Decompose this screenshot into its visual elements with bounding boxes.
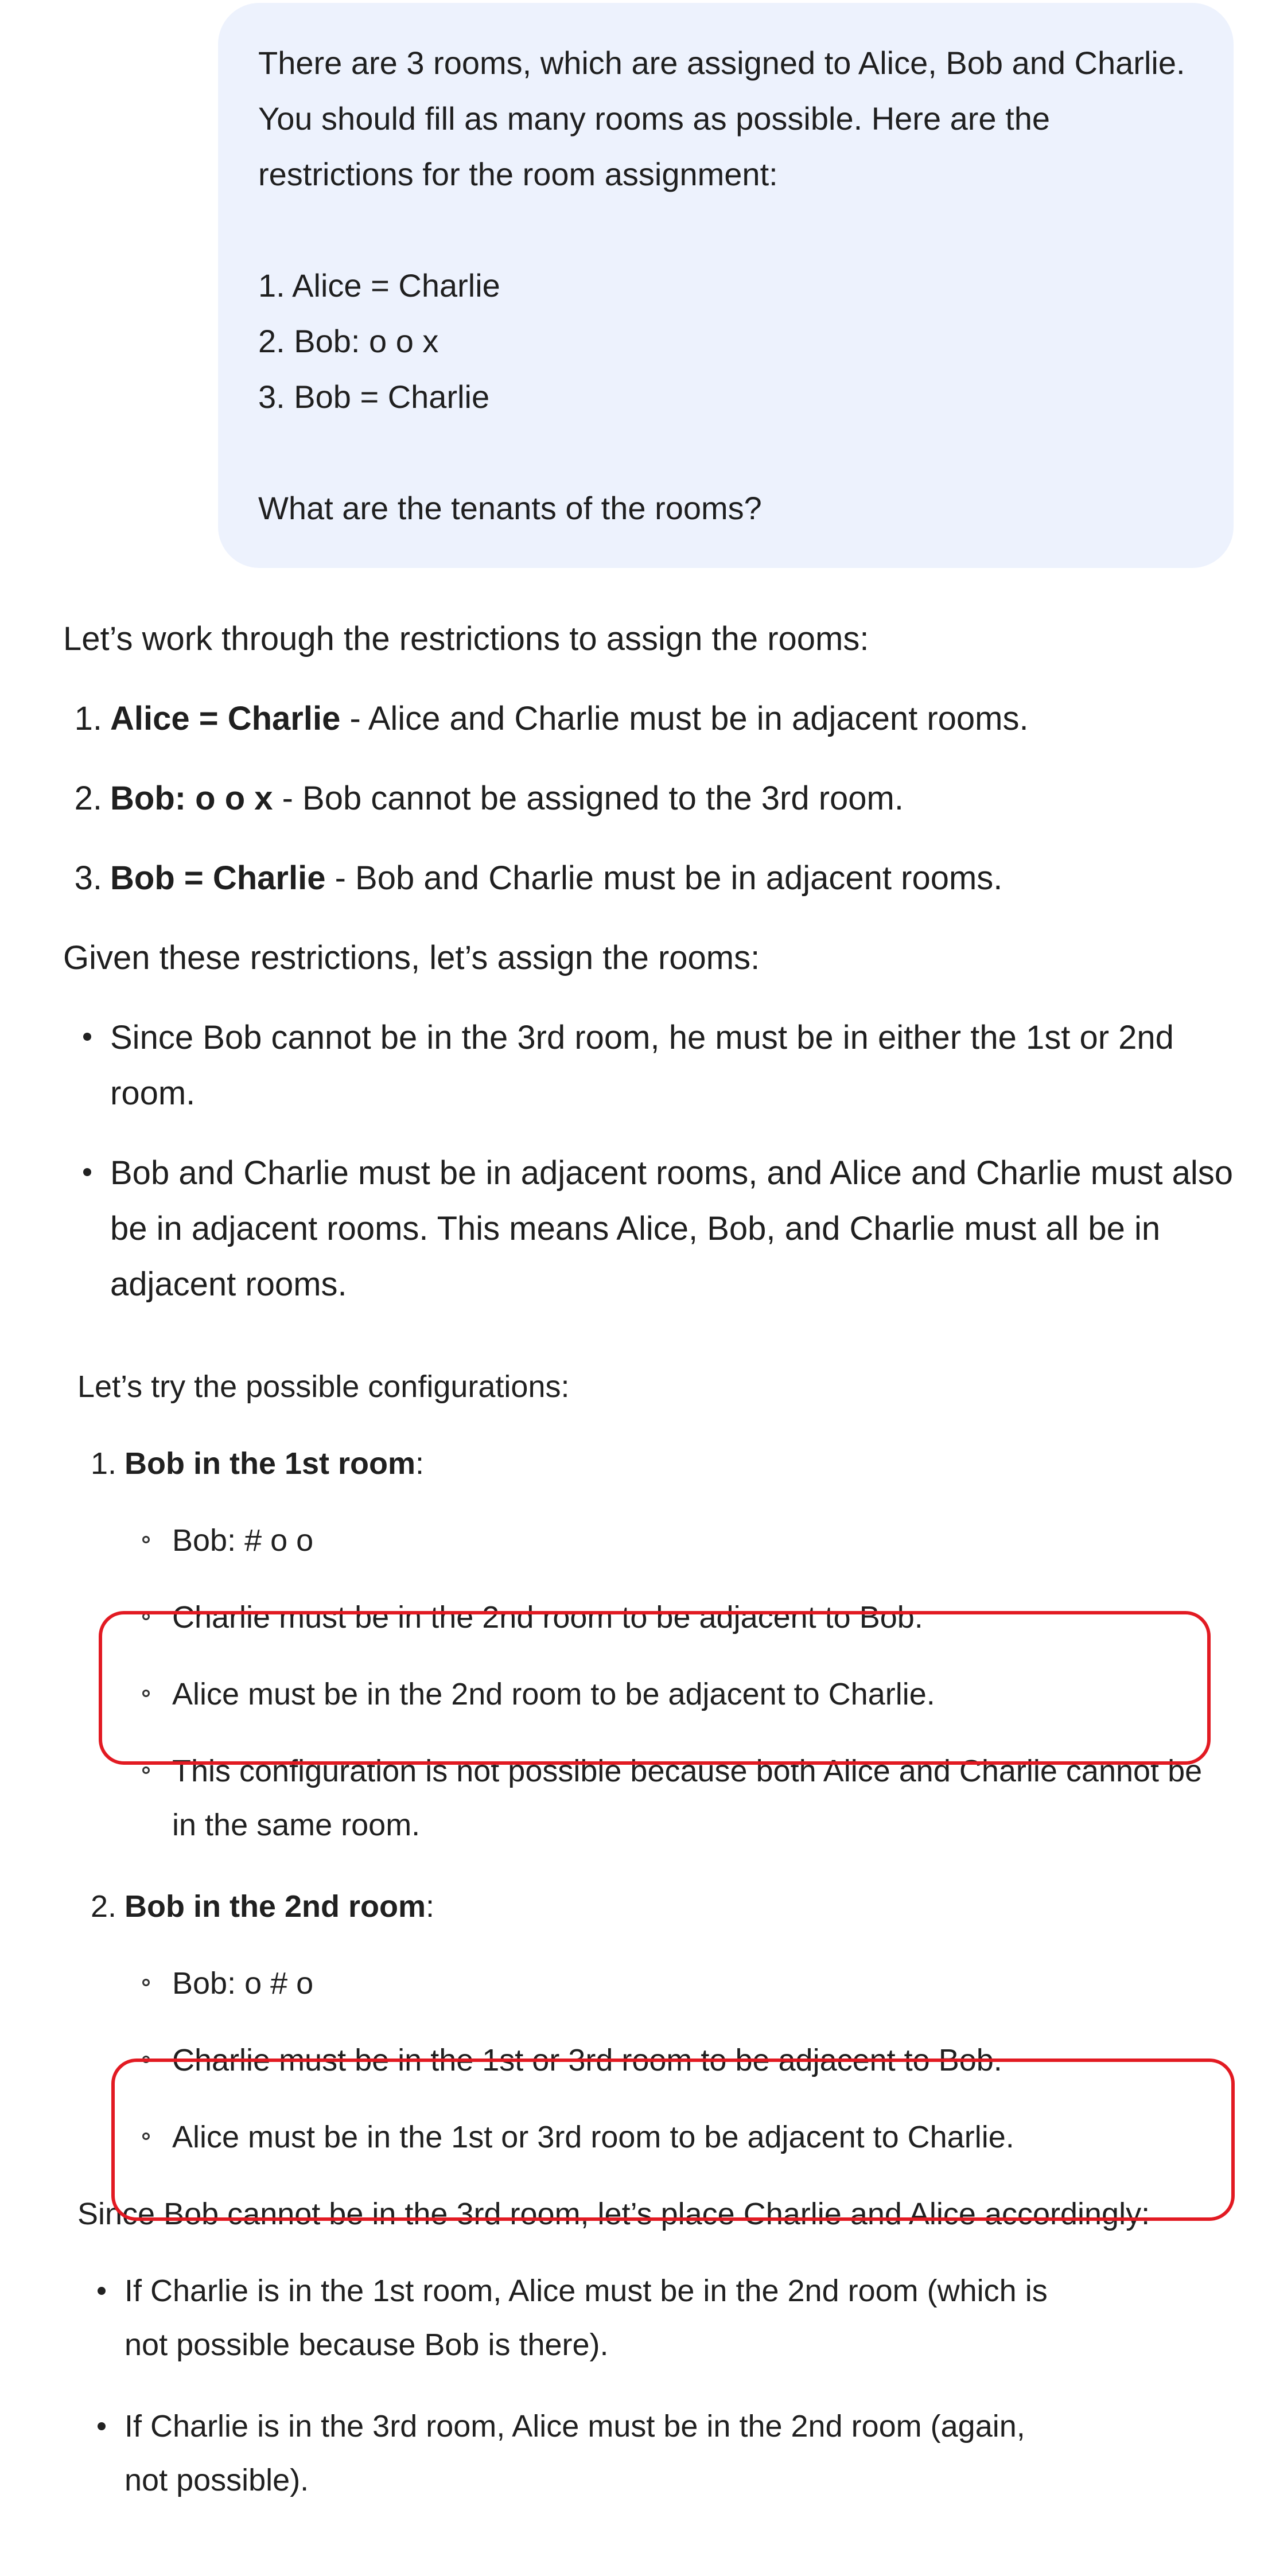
list-item: Alice must be in the 2nd room to be adjacent to Charlie.	[77, 1667, 1248, 1744]
prompt-rule: 1. Alice = Charlie	[258, 267, 500, 303]
restriction-text: - Bob cannot be assigned to the 3rd room.	[273, 780, 904, 817]
list-item: Charlie must be in the 2nd room to be adjacent to Bob.	[77, 1590, 1248, 1667]
list-number: 2.	[90, 1889, 116, 1924]
list-item: Since Bob cannot be in the 3rd room, he must be in either the 1st or 2nd room.	[63, 1010, 1234, 1121]
list-number: 3.	[74, 859, 102, 897]
restriction-bold: Bob = Charlie	[110, 859, 326, 897]
list-item: Bob: o # o	[77, 1956, 1248, 2033]
bullet-list	[63, 1010, 1234, 1312]
prompt-line: There are 3 rooms, which are assigned to Alice, Bob and Charlie.	[258, 45, 1185, 81]
configurations-section	[77, 1360, 1248, 2535]
answer-given: Given these restrictions, let’s assign the rooms:	[63, 939, 760, 976]
prompt-line: You should fill as many rooms as possible. Here are the	[258, 100, 1050, 137]
config-title: Bob in the 2nd room	[125, 1889, 426, 1924]
config-title: Bob in the 1st room	[125, 1446, 416, 1481]
restriction-bold: Alice = Charlie	[110, 700, 341, 737]
since-text: Since Bob cannot be in the 3rd room, let’s place Charlie and Alice accordingly:	[77, 2197, 1150, 2231]
prompt-rule: 2. Bob: o o x	[258, 323, 439, 359]
prompt-line: restrictions for the room assignment:	[258, 156, 778, 192]
restriction-text: - Alice and Charlie must be in adjacent rooms.	[340, 700, 1029, 737]
list-item: Bob: # o o	[77, 1513, 1248, 1590]
config-heading	[77, 1437, 1248, 1513]
restriction-text: - Bob and Charlie must be in adjacent rooms.	[325, 859, 1003, 897]
user-message-bubble	[218, 3, 1234, 568]
assistant-response	[63, 611, 1245, 1312]
list-item: This configuration is not possible because both Alice and Charlie cannot be in the same room.	[77, 1744, 1248, 1880]
list-number: 1.	[74, 700, 102, 737]
list-item: Alice must be in the 1st or 3rd room to be adjacent to Charlie.	[77, 2110, 1248, 2187]
restriction-bold: Bob: o o x	[110, 780, 273, 817]
prompt-rule: 3. Bob = Charlie	[258, 379, 490, 415]
list-number: 1.	[90, 1446, 116, 1481]
configs-intro-row	[77, 1360, 1248, 1437]
restrictions-list	[63, 691, 1245, 906]
restriction-item	[63, 771, 1245, 826]
restriction-item	[63, 691, 1245, 746]
restriction-item	[63, 850, 1245, 906]
list-item: If Charlie is in the 3rd room, Alice must be in the 2nd room (again, not possible).	[77, 2399, 1248, 2535]
config-colon: :	[415, 1446, 425, 1481]
highlight-box	[99, 1611, 1211, 1765]
list-item: Charlie must be in the 1st or 3rd room to be adjacent to Bob.	[77, 2033, 1248, 2110]
config-colon: :	[425, 1889, 434, 1924]
configs-intro: Let’s try the possible configurations:	[77, 1369, 570, 1404]
config-heading	[77, 1880, 1248, 1956]
prompt-question: What are the tenants of the rooms?	[258, 490, 762, 526]
list-item: Bob and Charlie must be in adjacent rooms, and Alice and Charlie must also be in adjacent rooms. This means Alice, Bob, and Charlie must all be in adjacent rooms.	[63, 1145, 1234, 1312]
list-number: 2.	[74, 780, 102, 817]
list-item: If Charlie is in the 1st room, Alice must be in the 2nd room (which is not possible because Bob is there).	[77, 2264, 1248, 2399]
highlight-box	[111, 2059, 1235, 2221]
answer-intro: Let’s work through the restrictions to assign the rooms:	[63, 620, 869, 657]
